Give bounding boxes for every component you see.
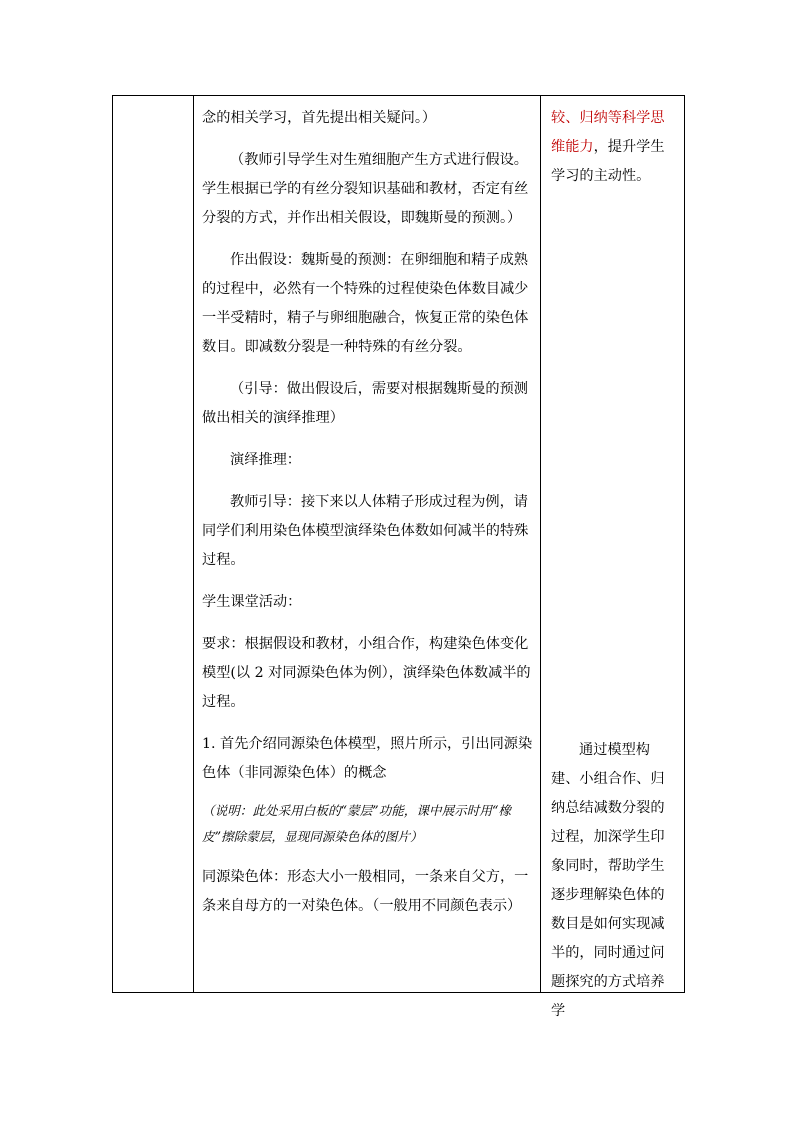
design-intent-cell (541, 96, 685, 1019)
paragraph-intro: 念的相关学习，首先提出相关疑问。） (202, 110, 437, 126)
paragraph-definition: 同源染色体：形态大小一般相同，一条来自父方，一条来自母方的一对染色体。（一般用不同颜色表示） (202, 869, 529, 914)
paragraph-deduction-title: 演绎推理： (230, 452, 301, 468)
blank-column-cell (113, 96, 194, 993)
paragraph-activity-title: 学生课堂活动： (202, 594, 302, 610)
intent-emphasis: 较、归纳等科学思维能力 (551, 110, 665, 155)
intent-upper (551, 104, 678, 191)
table-row (113, 96, 685, 993)
paragraph-deduction-guide: （引导：做出假设后，需要对根据魏斯曼的预测做出相关的演绎推理） (202, 381, 528, 426)
intent-lower: 通过模型构建、小组合作、归纳总结减数分裂的过程，加深学生印象同时，帮助学生逐步理解染色体的数目是如何实现减半的，同时通过问题探究的方式培养学 (551, 742, 665, 1019)
paragraph-hypothesis-guide: （教师引导学生对生殖细胞产生方式进行假设。学生根据已学的有丝分裂知识基础和教材，否定有丝分裂的方式，并作出相关假设，即魏斯曼的预测。） (202, 152, 529, 226)
paragraph-step-1: 1. 首先介绍同源染色体模型，照片所示，引出同源染色体（非同源染色体）的概念 (202, 736, 533, 781)
paragraph-note: （说明：此处采用白板的“蒙层”功能，课中展示时用“橡皮”擦除蒙层，显现同源染色体的图片） (202, 803, 511, 844)
paragraph-requirement: 要求：根据假设和教材，小组合作，构建染色体变化模型(以 2 对同源染色体为例），演绎染色体数减半的过程。 (202, 636, 531, 710)
intent-upper-rest: ，提升学生学习的主动性。 (551, 139, 665, 184)
paragraph-teacher-guide: 教师引导：接下来以人体精子形成过程为例，请同学们利用染色体模型演绎染色体数如何减半的特殊过程。 (202, 494, 529, 568)
teaching-process-cell (194, 96, 541, 993)
lesson-table (112, 95, 685, 1019)
paragraph-hypothesis: 作出假设：魏斯曼的预测：在卵细胞和精子成熟的过程中，必然有一个特殊的过程使染色体数目减少一半受精时，精子与卵细胞融合，恢复正常的染色体数目。即减数分裂是一种特殊的有丝分裂。 (202, 252, 529, 355)
